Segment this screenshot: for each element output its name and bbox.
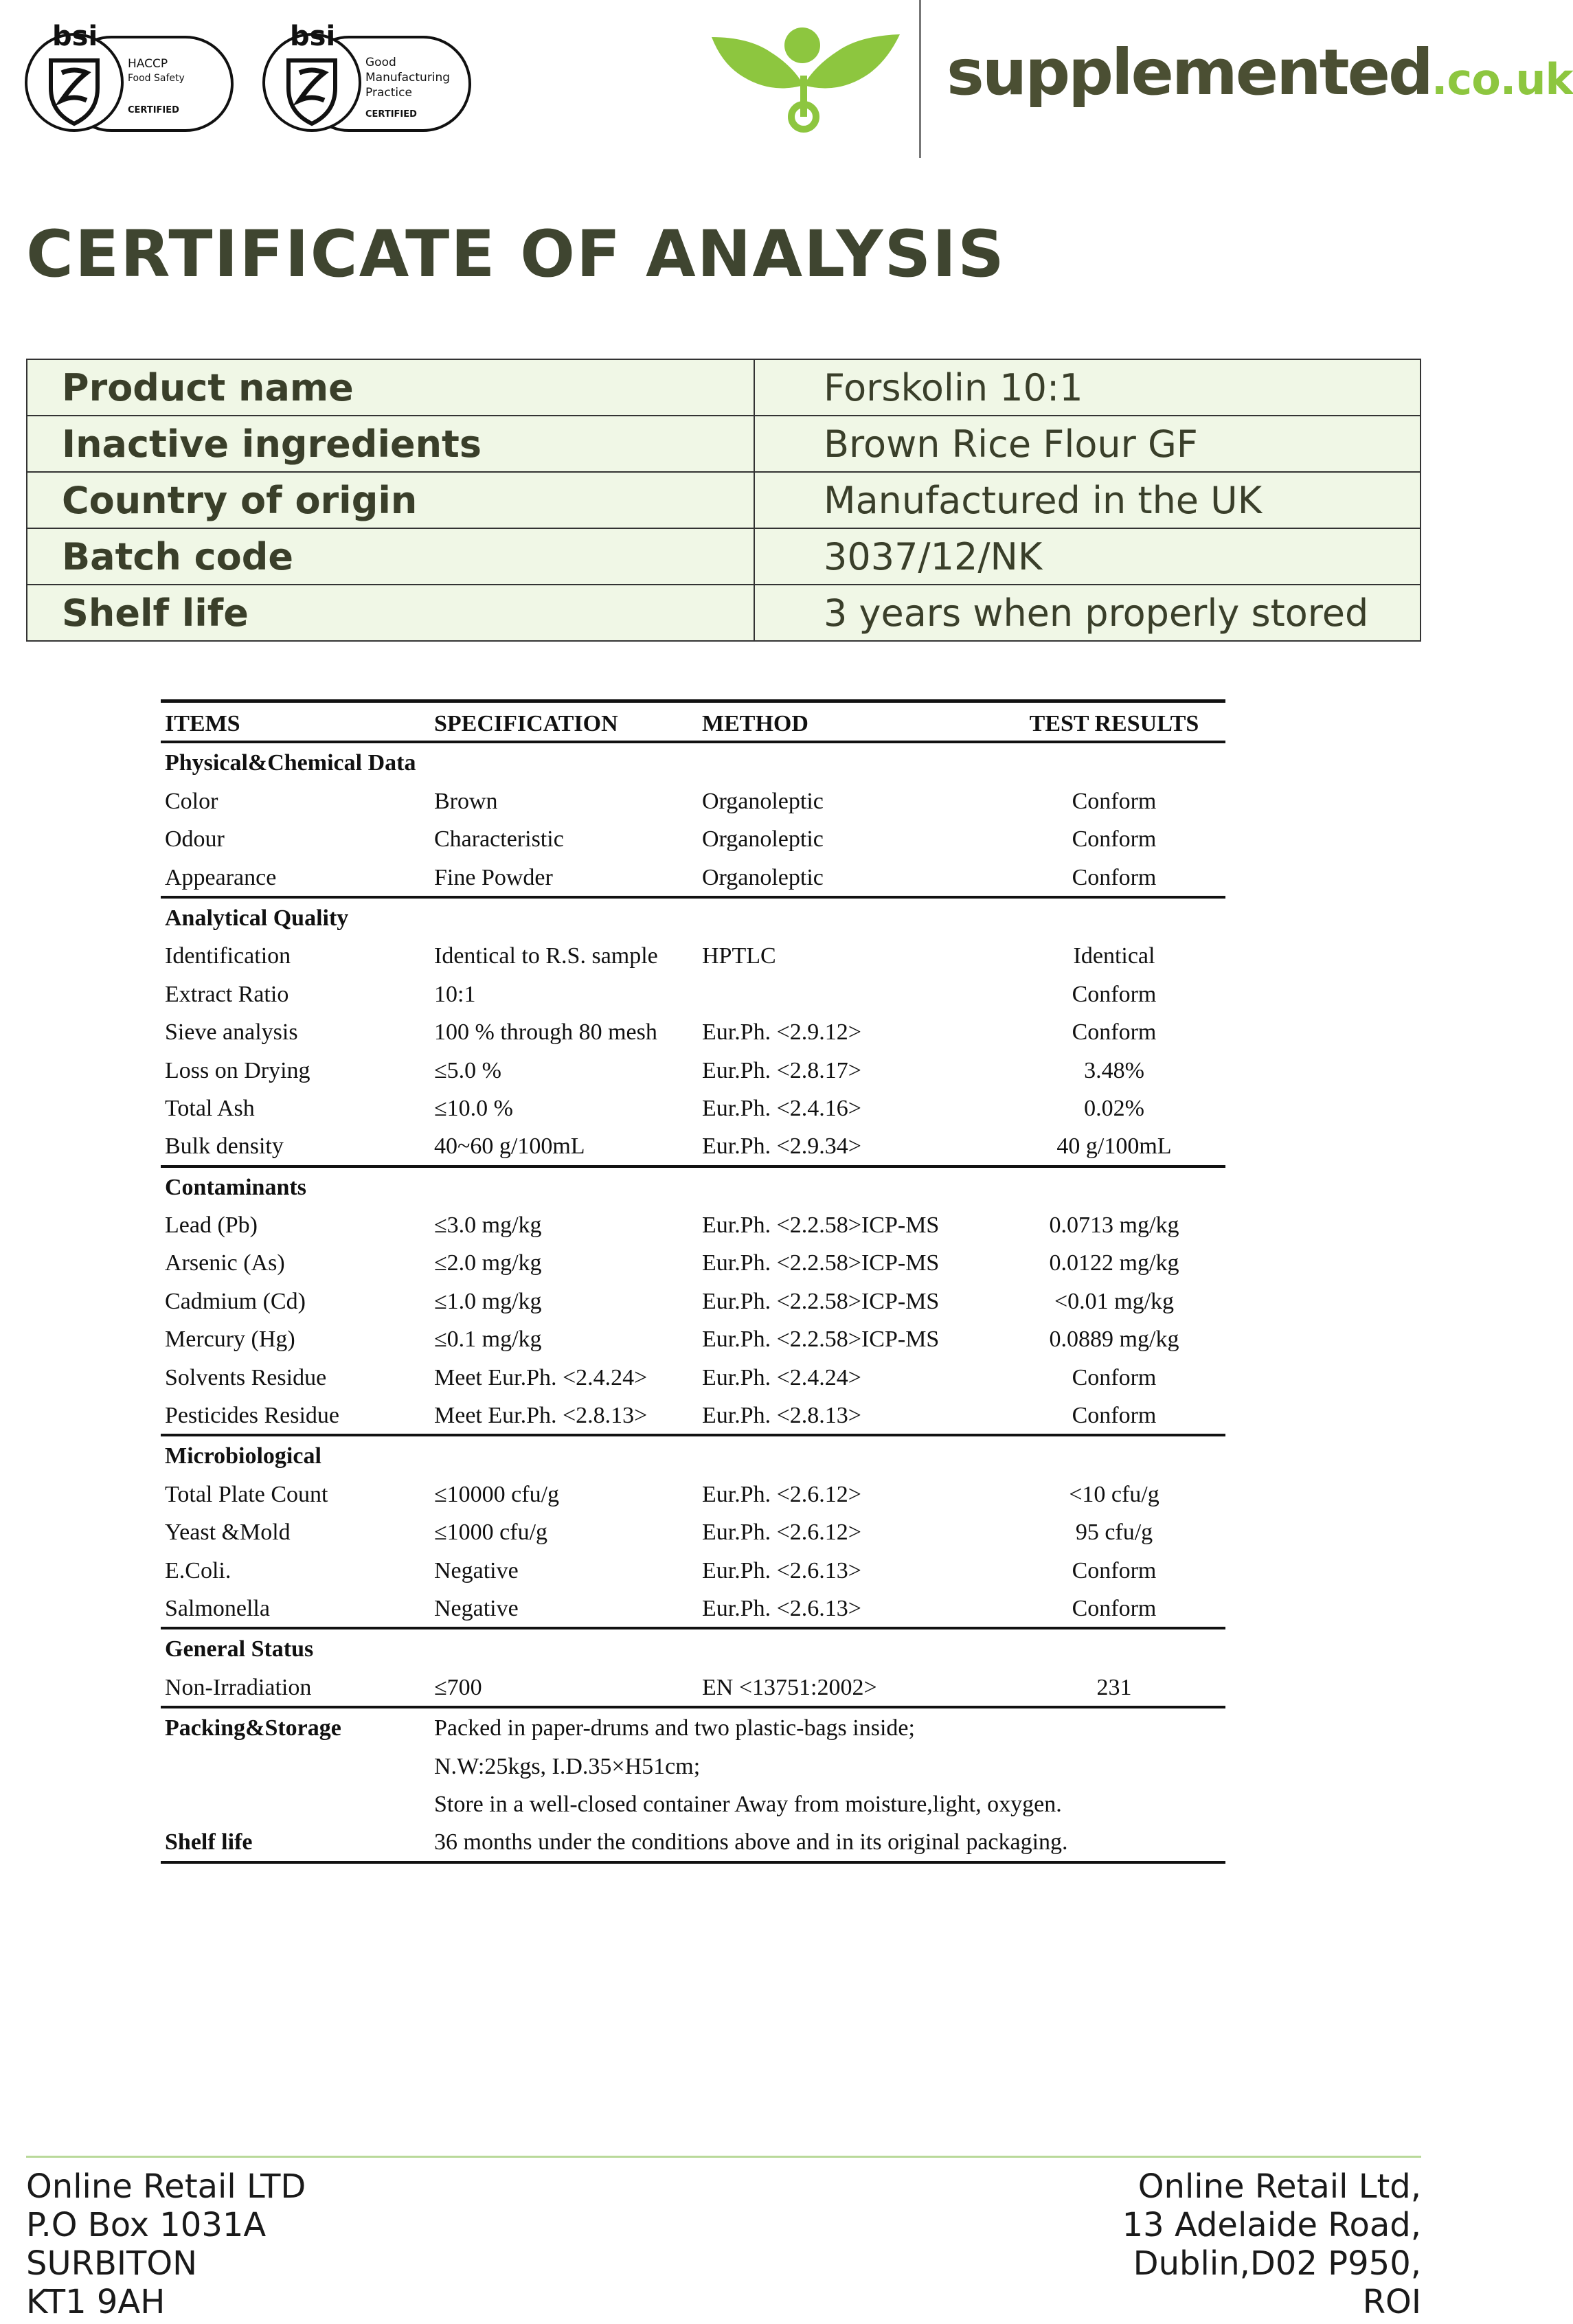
info-row <box>27 416 1421 472</box>
table-row <box>161 1320 1225 1357</box>
table-cell: EN <13751:2002> <box>702 1674 877 1700</box>
info-value: Brown Rice Flour GF <box>754 416 1421 472</box>
table-cell: 95 cfu/g <box>1075 1520 1153 1546</box>
table-cell: <0.01 mg/kg <box>1054 1288 1175 1314</box>
table-cell: Conform <box>1072 1403 1157 1429</box>
table-cell: Mercury (Hg) <box>165 1327 295 1353</box>
packing-row <box>161 1708 1225 1746</box>
table-row <box>161 975 1225 1013</box>
table-cell: Color <box>165 788 218 814</box>
info-label: Shelf life <box>27 585 754 641</box>
column-header: METHOD <box>702 711 808 736</box>
badge-text-line: Food Safety <box>128 73 185 84</box>
table-cell: Conform <box>1072 826 1157 853</box>
badge-certified: CERTIFIED <box>128 105 179 115</box>
table-row <box>161 1396 1225 1434</box>
table-cell: E.Coli. <box>165 1557 231 1583</box>
ireland-address <box>1122 2167 1421 2321</box>
table-cell: Eur.Ph. <2.9.34> <box>702 1133 861 1160</box>
brand-tld: .co.uk <box>1431 54 1573 104</box>
table-row <box>161 1551 1225 1589</box>
table-cell: Conform <box>1072 1019 1157 1046</box>
table-cell: Conform <box>1072 981 1157 1007</box>
address-line: P.O Box 1031A <box>26 2206 267 2244</box>
table-cell: Yeast &Mold <box>165 1520 291 1546</box>
table-rule <box>161 1861 1225 1864</box>
table-cell: Eur.Ph. <2.8.13> <box>702 1403 861 1429</box>
table-cell: 40 g/100mL <box>1056 1133 1172 1160</box>
section-title-row <box>161 1436 1225 1474</box>
info-value: 3037/12/NK <box>754 528 1421 585</box>
section-title-row <box>161 743 1225 781</box>
table-row <box>161 1127 1225 1164</box>
table-cell: ≤10000 cfu/g <box>434 1481 560 1507</box>
table-cell: 3.48% <box>1084 1057 1144 1083</box>
table-cell: Loss on Drying <box>165 1057 310 1083</box>
table-cell: Eur.Ph. <2.2.58>ICP-MS <box>702 1288 940 1314</box>
table-row <box>161 1513 1225 1550</box>
page-title: CERTIFICATE OF ANALYSIS <box>26 217 1006 292</box>
table-cell: Eur.Ph. <2.6.13> <box>702 1557 861 1583</box>
product-info-table <box>26 359 1421 642</box>
table-row <box>161 858 1225 896</box>
table-cell: Identical <box>1073 943 1155 969</box>
badge-text-line: Practice <box>365 86 412 100</box>
info-value: Manufactured in the UK <box>754 472 1421 528</box>
table-cell: Eur.Ph. <2.6.13> <box>702 1595 861 1621</box>
table-cell: 0.0122 mg/kg <box>1049 1250 1179 1276</box>
table-cell: Conform <box>1072 864 1157 890</box>
table-cell: Eur.Ph. <2.8.17> <box>702 1057 861 1083</box>
info-row <box>27 472 1421 528</box>
packing-row <box>161 1747 1225 1785</box>
address-line: Online Retail LTD <box>26 2167 306 2206</box>
footer-divider <box>26 2156 1421 2158</box>
table-cell: ≤10.0 % <box>434 1095 513 1121</box>
table-cell: 231 <box>1096 1674 1132 1700</box>
table-cell: Appearance <box>165 864 277 890</box>
info-label: Product name <box>27 359 754 416</box>
bsi-logo-text: bsi <box>52 21 98 52</box>
table-cell: ≤3.0 mg/kg <box>434 1212 542 1239</box>
info-row <box>27 359 1421 416</box>
badge-text-line: Manufacturing <box>365 71 451 84</box>
table-row <box>161 820 1225 857</box>
table-cell: HPTLC <box>702 943 776 969</box>
info-value: Forskolin 10:1 <box>754 359 1421 416</box>
table-cell: Non-Irradiation <box>165 1674 312 1700</box>
address-line: ROI <box>1362 2283 1421 2321</box>
table-row <box>161 1243 1225 1281</box>
info-label: Inactive ingredients <box>27 416 754 472</box>
column-header: ITEMS <box>165 711 240 736</box>
table-cell: Conform <box>1072 788 1157 814</box>
packing-label: Packing&Storage <box>165 1715 341 1741</box>
brand-wordmark <box>947 36 1573 109</box>
table-cell: Identical to R.S. sample <box>434 943 658 969</box>
table-cell: 100 % through 80 mesh <box>434 1019 657 1046</box>
column-header: SPECIFICATION <box>434 711 618 736</box>
badge-certified: CERTIFIED <box>365 109 417 120</box>
table-cell: 10:1 <box>434 981 476 1007</box>
table-row <box>161 1089 1225 1127</box>
table-cell: Arsenic (As) <box>165 1250 285 1276</box>
table-cell: Brown <box>434 788 498 814</box>
section-title: Contaminants <box>165 1174 306 1200</box>
table-cell: Cadmium (Cd) <box>165 1288 306 1314</box>
address-line: 13 Adelaide Road, <box>1122 2206 1421 2244</box>
packing-text: Store in a well-closed container Away from moisture,light, oxygen. <box>434 1791 1062 1817</box>
section-title-row <box>161 899 1225 936</box>
table-cell: Characteristic <box>434 826 564 853</box>
table-cell: Eur.Ph. <2.6.12> <box>702 1481 861 1507</box>
table-cell: Odour <box>165 826 225 853</box>
table-cell: Eur.Ph. <2.2.58>ICP-MS <box>702 1327 940 1353</box>
table-cell: 40~60 g/100mL <box>434 1133 585 1160</box>
table-cell: Lead (Pb) <box>165 1212 258 1239</box>
info-label: Batch code <box>27 528 754 585</box>
table-cell: ≤5.0 % <box>434 1057 501 1083</box>
address-line: Online Retail Ltd, <box>1138 2167 1421 2206</box>
badge-text-line: HACCP <box>128 57 168 71</box>
table-cell: Eur.Ph. <2.6.12> <box>702 1520 861 1546</box>
table-cell: Bulk density <box>165 1133 284 1160</box>
table-row <box>161 1358 1225 1396</box>
table-cell: ≤700 <box>434 1674 482 1700</box>
packing-row <box>161 1785 1225 1823</box>
table-cell: ≤1.0 mg/kg <box>434 1288 542 1314</box>
table-cell: Pesticides Residue <box>165 1403 340 1429</box>
shelf-life-label: Shelf life <box>165 1829 253 1855</box>
badge-text-line: Good <box>365 56 396 69</box>
table-cell: Sieve analysis <box>165 1019 298 1046</box>
shelf-life-text: 36 months under the conditions above and in its original packaging. <box>434 1829 1068 1855</box>
brand-divider <box>919 0 921 158</box>
table-cell: Negative <box>434 1595 519 1621</box>
bsi-logo-text: bsi <box>290 21 336 52</box>
table-cell: Eur.Ph. <2.9.12> <box>702 1019 861 1046</box>
table-cell: ≤1000 cfu/g <box>434 1520 548 1546</box>
table-cell: Eur.Ph. <2.4.24> <box>702 1364 861 1390</box>
bsi-haccp-badge <box>23 19 236 135</box>
analysis-table <box>161 699 1225 1864</box>
section-title: Analytical Quality <box>165 905 349 931</box>
section-title-row <box>161 1629 1225 1667</box>
table-cell: Fine Powder <box>434 864 553 890</box>
table-cell: ≤0.1 mg/kg <box>434 1327 542 1353</box>
brand-name: supplemented <box>947 36 1431 109</box>
table-row <box>161 1206 1225 1243</box>
table-row <box>161 936 1225 974</box>
column-header: TEST RESULTS <box>1029 711 1199 736</box>
packing-text: N.W:25kgs, I.D.35×H51cm; <box>434 1753 701 1779</box>
table-cell: Meet Eur.Ph. <2.8.13> <box>434 1403 648 1429</box>
table-cell: Meet Eur.Ph. <2.4.24> <box>434 1364 648 1390</box>
table-row <box>161 1475 1225 1513</box>
table-row <box>161 1589 1225 1627</box>
uk-address <box>26 2167 306 2321</box>
table-cell: Identification <box>165 943 291 969</box>
table-row <box>161 1013 1225 1050</box>
table-row <box>161 1282 1225 1320</box>
table-cell: Eur.Ph. <2.4.16> <box>702 1095 861 1121</box>
table-cell: Salmonella <box>165 1595 270 1621</box>
section-title: Microbiological <box>165 1443 321 1469</box>
table-cell: Negative <box>434 1557 519 1583</box>
section-title: General Status <box>165 1636 314 1662</box>
info-row <box>27 585 1421 641</box>
table-cell: 0.02% <box>1084 1095 1144 1121</box>
section-title: Physical&Chemical Data <box>165 750 416 776</box>
table-cell: Organoleptic <box>702 788 824 814</box>
info-value: 3 years when properly stored <box>754 585 1421 641</box>
table-cell: Conform <box>1072 1557 1157 1583</box>
table-row <box>161 1051 1225 1089</box>
table-cell: Total Ash <box>165 1095 255 1121</box>
bsi-gmp-badge <box>261 19 474 135</box>
table-cell: Solvents Residue <box>165 1364 327 1390</box>
info-label: Country of origin <box>27 472 754 528</box>
section-title-row <box>161 1168 1225 1206</box>
table-row <box>161 1668 1225 1706</box>
table-cell: Organoleptic <box>702 864 824 890</box>
table-cell: Total Plate Count <box>165 1481 328 1507</box>
table-cell: 0.0889 mg/kg <box>1049 1327 1179 1353</box>
table-cell: Conform <box>1072 1595 1157 1621</box>
shelf-life-row <box>161 1823 1225 1860</box>
table-cell: Organoleptic <box>702 826 824 853</box>
table-cell: Eur.Ph. <2.2.58>ICP-MS <box>702 1212 940 1239</box>
table-row <box>161 782 1225 820</box>
address-line: KT1 9AH <box>26 2283 166 2321</box>
table-cell: <10 cfu/g <box>1069 1481 1159 1507</box>
table-cell: Eur.Ph. <2.2.58>ICP-MS <box>702 1250 940 1276</box>
sprout-person-icon <box>708 14 907 137</box>
table-cell: ≤2.0 mg/kg <box>434 1250 542 1276</box>
table-cell: 0.0713 mg/kg <box>1049 1212 1179 1239</box>
table-cell: Conform <box>1072 1364 1157 1390</box>
info-row <box>27 528 1421 585</box>
table-header-row <box>161 703 1225 741</box>
address-line: SURBITON <box>26 2244 198 2283</box>
address-line: Dublin,D02 P950, <box>1133 2244 1421 2283</box>
packing-text: Packed in paper-drums and two plastic-bags inside; <box>434 1715 915 1741</box>
table-cell: Extract Ratio <box>165 981 289 1007</box>
